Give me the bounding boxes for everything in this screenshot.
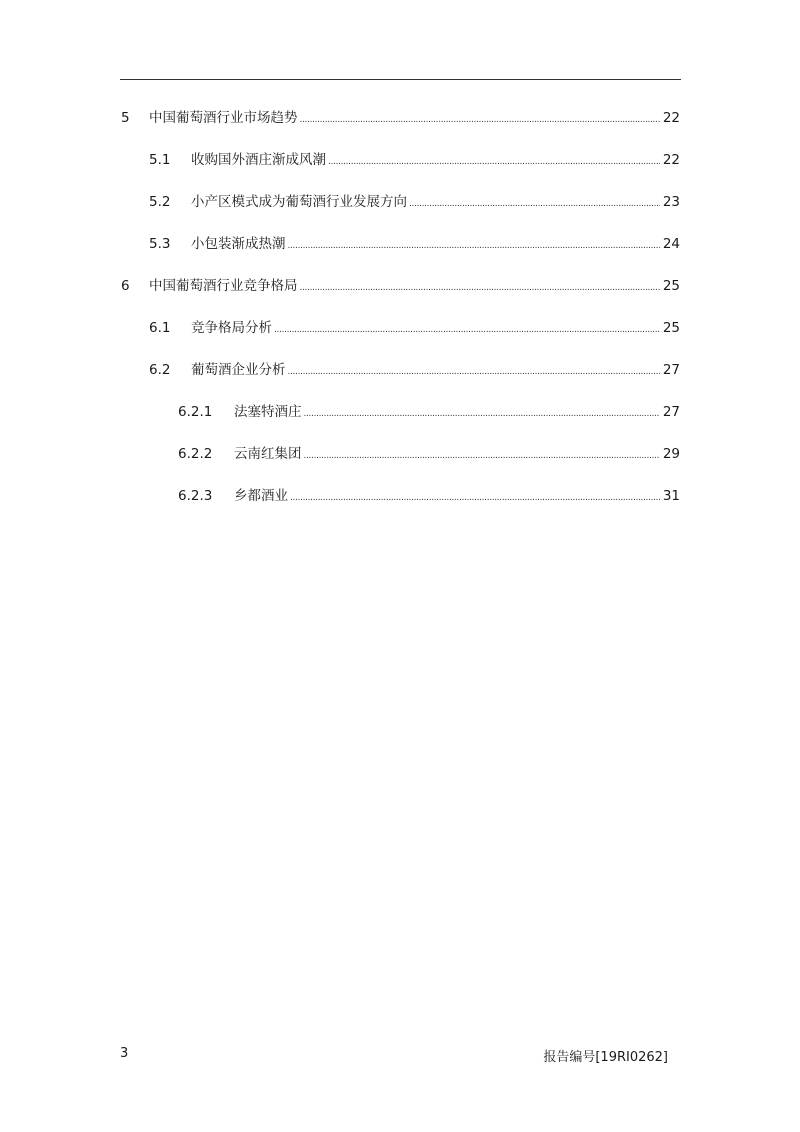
toc-entry-title: 竞争格局分析 [191,320,272,336]
toc-entry[interactable] [178,444,680,466]
toc-entry-page: 24 [662,236,680,252]
toc-leader-dots [304,446,661,466]
toc-entry-number: 6 [121,278,130,294]
toc-entry-number: 5.1 [149,152,171,168]
toc-entry-number: 6.2 [149,362,171,378]
toc-entry-title: 葡萄酒企业分析 [191,362,286,378]
toc-entry-title: 乡都酒业 [234,488,288,504]
toc-entry-page: 25 [662,278,680,294]
toc-entry[interactable] [121,276,680,298]
toc-entry-number: 6.1 [149,320,171,336]
toc-entry-number: 5.2 [149,194,171,210]
toc-leader-dots [288,236,661,256]
toc-entry-title: 中国葡萄酒行业竞争格局 [149,278,298,294]
toc-entry-number: 6.2.1 [178,404,213,420]
footer-page-number: 3 [120,1046,129,1061]
toc-leader-dots [409,194,660,214]
toc-entry[interactable] [149,234,680,256]
toc-entry-title: 小包装渐成热潮 [191,236,286,252]
toc-entry[interactable] [149,192,680,214]
toc-entry-title: 法塞特酒庄 [234,404,302,420]
toc-leader-dots [328,152,660,172]
toc-leader-dots [274,320,660,340]
toc-entry-number: 6.2.2 [178,446,213,462]
toc-leader-dots [290,488,660,508]
toc-entry-number: 5.3 [149,236,171,252]
toc-entry-page: 27 [662,362,680,378]
toc-entry[interactable] [121,108,680,130]
toc-entry-page: 27 [662,404,680,420]
toc-entry-page: 23 [662,194,680,210]
toc-entry-page: 29 [662,446,680,462]
toc-entry-page: 22 [662,152,680,168]
toc-entry-title: 云南红集团 [234,446,302,462]
toc-entry-title: 中国葡萄酒行业市场趋势 [149,110,298,126]
toc-entry-title: 小产区模式成为葡萄酒行业发展方向 [191,194,407,210]
toc-leader-dots [300,110,661,130]
toc-entry-number: 6.2.3 [178,488,213,504]
toc-leader-dots [288,362,661,382]
toc-entry[interactable] [178,486,680,508]
toc-entry[interactable] [149,318,680,340]
toc-entry-number: 5 [121,110,130,126]
header-rule [120,79,681,80]
toc-entry-title: 收购国外酒庄渐成风潮 [191,152,326,168]
toc-entry[interactable] [178,402,680,424]
toc-entry-page: 31 [662,488,680,504]
footer-report-id: 报告编号[19RI0262] [543,1050,668,1065]
toc-entry[interactable] [149,360,680,382]
toc-entry-page: 22 [662,110,680,126]
toc-leader-dots [304,404,661,424]
toc-leader-dots [300,278,661,298]
toc-entry-page: 25 [662,320,680,336]
toc-entry[interactable] [149,150,680,172]
